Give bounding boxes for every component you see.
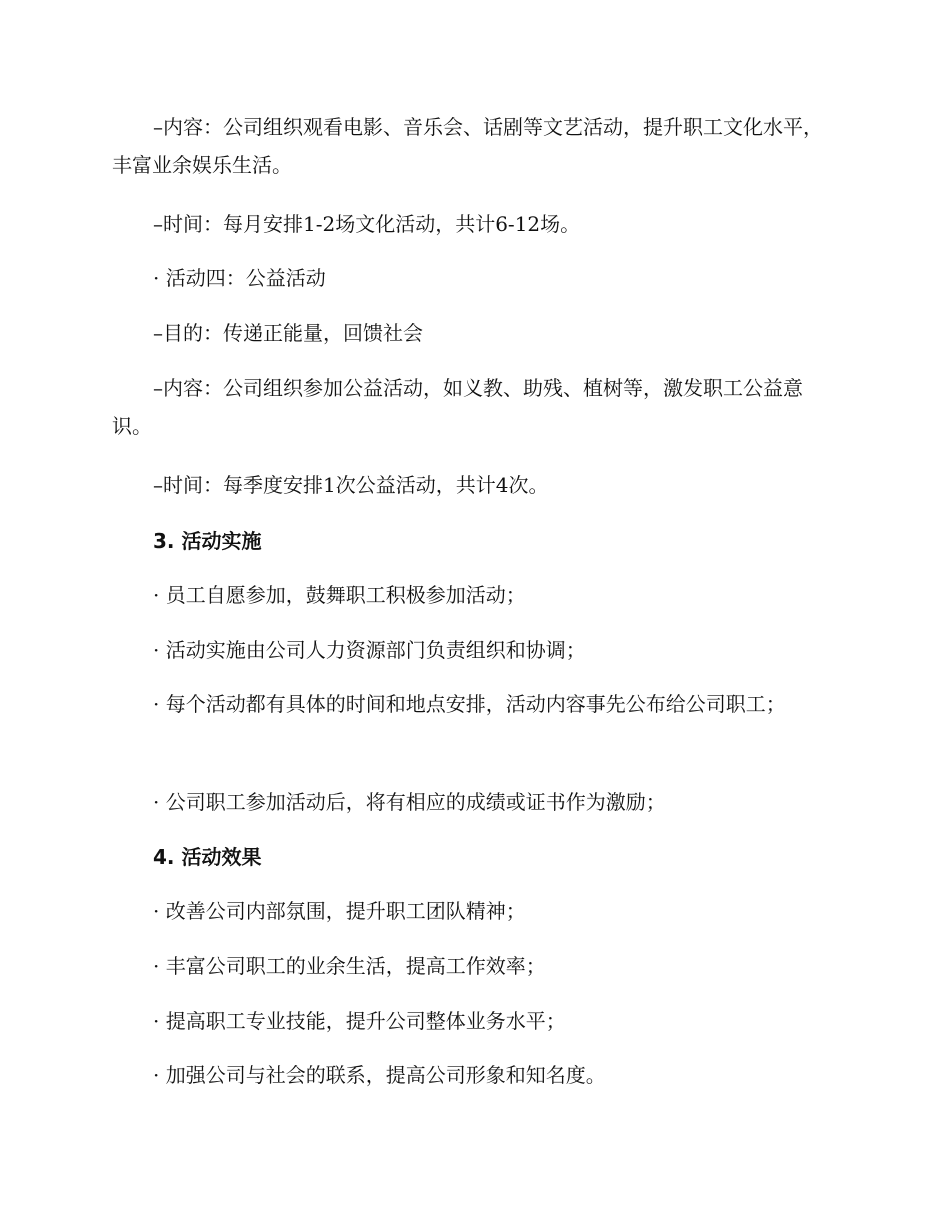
paragraph-effect-4: · 加强公司与社会的联系，提高公司形象和知名度。 xyxy=(153,1063,606,1087)
paragraph-activity-four: · 活动四：公益活动 xyxy=(153,266,326,290)
paragraph-effect-3: · 提高职工专业技能，提升公司整体业务水平； xyxy=(153,1009,566,1033)
paragraph-effect-1: · 改善公司内部氛围，提升职工团队精神； xyxy=(153,899,526,923)
paragraph-implementation-1: · 员工自愿参加，鼓舞职工积极参加活动； xyxy=(153,583,526,607)
section-heading-implementation: 3. 活动实施 xyxy=(153,529,262,553)
paragraph-effect-2: · 丰富公司职工的业余生活，提高工作效率； xyxy=(153,954,546,978)
paragraph-culture-time: –时间：每月安排1-2场文化活动，共计6-12场。 xyxy=(153,212,581,236)
paragraph-charity-purpose: –目的：传递正能量，回馈社会 xyxy=(153,321,423,345)
paragraph-implementation-4: · 公司职工参加活动后，将有相应的成绩或证书作为激励； xyxy=(153,790,666,814)
paragraph-charity-content: –内容：公司组织参加公益活动，如义教、助残、植树等，激发职工公益意识。 xyxy=(112,376,803,438)
paragraph-charity-time: –时间：每季度安排1次公益活动，共计4次。 xyxy=(153,473,549,497)
section-heading-effects: 4. 活动效果 xyxy=(153,845,262,869)
paragraph-culture-content: –内容：公司组织观看电影、音乐会、话剧等文艺活动，提升职工文化水平，丰富业余娱乐生活。 xyxy=(112,115,823,177)
paragraph-implementation-3: · 每个活动都有具体的时间和地点安排，活动内容事先公布给公司职工； xyxy=(153,692,786,716)
paragraph-implementation-2: · 活动实施由公司人力资源部门负责组织和协调； xyxy=(153,638,586,662)
